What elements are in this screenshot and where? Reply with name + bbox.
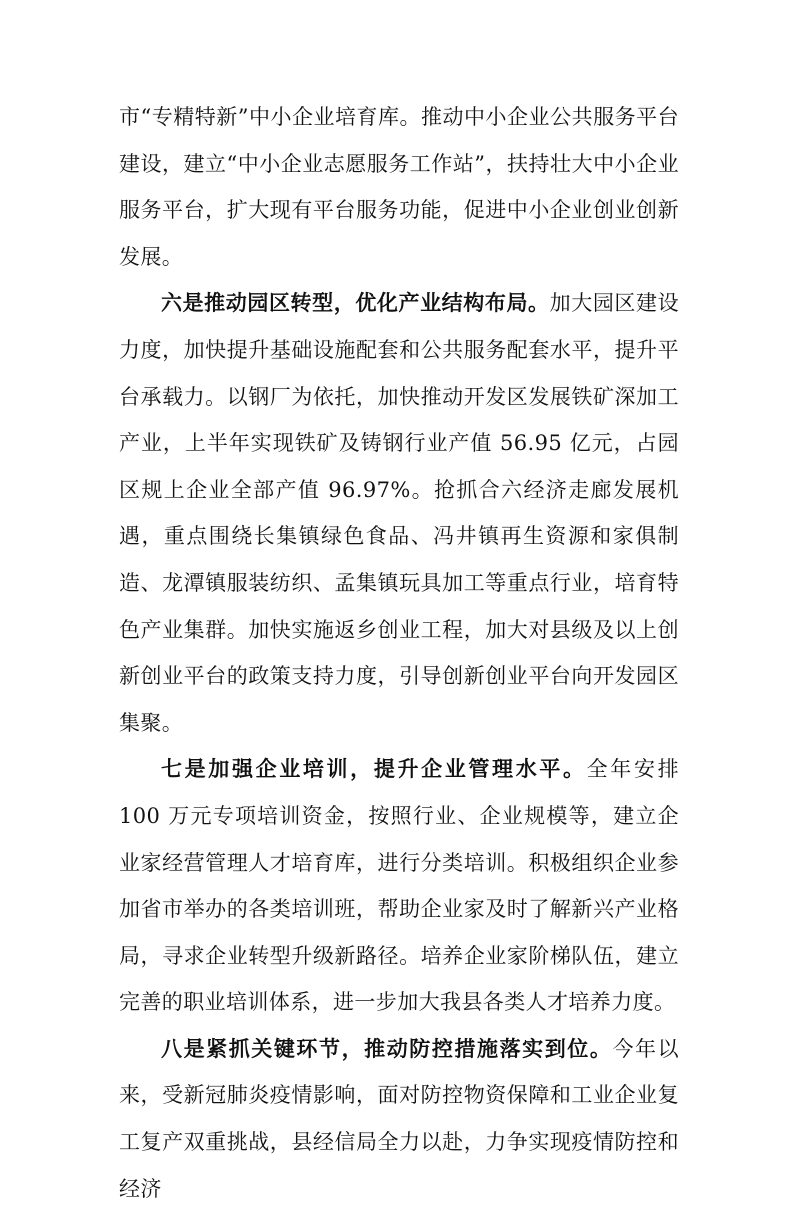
- paragraph-heading: 六是推动园区转型，优化产业结构布局。: [161, 290, 550, 316]
- paragraph-epidemic-control: [119, 1026, 679, 1212]
- paragraph-body: 加大园区建设力度，加快提升基础设施配套和公共服务配套水平，提升平台承载力。以钢厂为依托，加快推动开发区发展铁矿深加工产业，上半年实现铁矿及铸钢行业产值 56.95 亿元，占园区规上企业全部产值 96.97%。抢抓合六经济走廊发展机遇，重点围绕长集镇绿色食品、冯井镇再生资源和家俱制造、龙潭镇服装纺织、孟集镇玩具加工等重点行业，培育特色产业集群。加快实施返乡创业工程，加大对县级及以上创新创业平台的政策支持力度，引导创新创业平台向开发园区集聚。: [119, 291, 679, 735]
- paragraph-heading: 八是紧抓关键环节，推动防控措施落实到位。: [161, 1035, 613, 1061]
- paragraph-body: 市“专精特新”中小企业培育库。推动中小企业公共服务平台建设，建立“中小企业志愿服务工作站”，扶持壮大中小企业服务平台，扩大现有平台服务功能，促进中小企业创业创新发展。: [119, 105, 679, 269]
- paragraph-industrial-park: [119, 280, 679, 746]
- paragraph-heading: 七是加强企业培训，提升企业管理水平。: [161, 756, 587, 782]
- paragraph-body: 今年以来，受新冠肺炎疫情影响，面对防控物资保障和工业企业复工复产双重挑战，县经信局全力以赴，力争实现疫情防控和经济: [119, 1036, 679, 1201]
- paragraph-continuation: [119, 94, 679, 280]
- paragraph-enterprise-training: [119, 746, 679, 1026]
- document-body: [119, 94, 679, 1212]
- paragraph-body: 全年安排 100 万元专项培训资金，按照行业、企业规模等，建立企业家经营管理人才培育库，进行分类培训。积极组织企业参加省市举办的各类培训班，帮助企业家及时了解新兴产业格局，寻求企业转型升级新路径。培养企业家阶梯队伍，建立完善的职业培训体系，进一步加大我县各类人才培养力度。: [119, 757, 679, 1015]
